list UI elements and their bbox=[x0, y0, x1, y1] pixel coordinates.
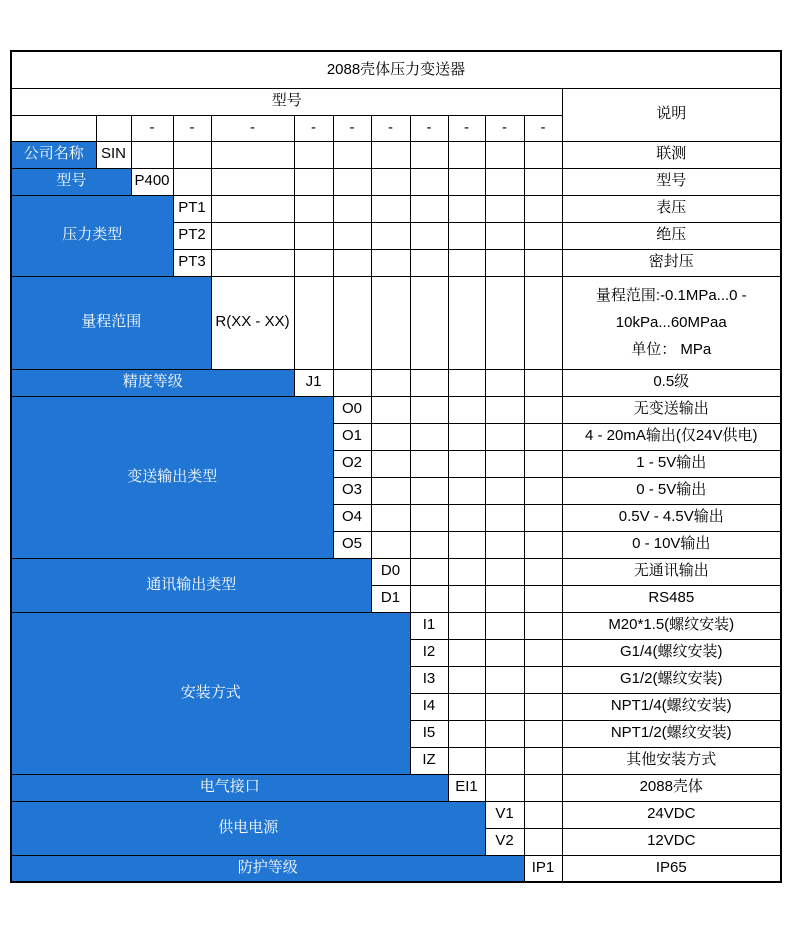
empty-cell bbox=[485, 195, 524, 222]
empty-cell bbox=[371, 168, 410, 195]
empty-cell bbox=[333, 369, 371, 396]
code-cell: V2 bbox=[485, 828, 524, 855]
desc-cell: 0.5V - 4.5V输出 bbox=[562, 504, 781, 531]
desc-cell: 0 - 10V输出 bbox=[562, 531, 781, 558]
empty-cell bbox=[524, 222, 562, 249]
empty-cell bbox=[333, 222, 371, 249]
model-header: 型号 bbox=[11, 88, 562, 115]
dash-cell: - bbox=[131, 115, 173, 141]
empty-cell bbox=[485, 531, 524, 558]
empty-cell bbox=[410, 423, 448, 450]
code-cell: D0 bbox=[371, 558, 410, 585]
empty-cell bbox=[448, 612, 485, 639]
empty-cell bbox=[524, 396, 562, 423]
code-cell: PT2 bbox=[173, 222, 211, 249]
empty-cell bbox=[448, 141, 485, 168]
empty-cell bbox=[11, 115, 96, 141]
empty-cell bbox=[371, 222, 410, 249]
empty-cell bbox=[410, 504, 448, 531]
dash-cell: - bbox=[410, 115, 448, 141]
code-cell: O0 bbox=[333, 396, 371, 423]
desc-cell: 密封压 bbox=[562, 249, 781, 276]
code-cell: V1 bbox=[485, 801, 524, 828]
empty-cell bbox=[524, 276, 562, 369]
empty-cell bbox=[371, 369, 410, 396]
section-label-comm-output: 通讯输出类型 bbox=[11, 558, 371, 612]
empty-cell bbox=[485, 504, 524, 531]
empty-cell bbox=[410, 168, 448, 195]
empty-cell bbox=[524, 639, 562, 666]
empty-cell bbox=[524, 423, 562, 450]
empty-cell bbox=[485, 720, 524, 747]
section-label-pressure-type: 压力类型 bbox=[11, 195, 173, 276]
empty-cell bbox=[524, 558, 562, 585]
empty-cell bbox=[448, 222, 485, 249]
empty-cell bbox=[448, 639, 485, 666]
empty-cell bbox=[410, 558, 448, 585]
empty-cell bbox=[524, 141, 562, 168]
code-cell: I1 bbox=[410, 612, 448, 639]
dash-cell: - bbox=[294, 115, 333, 141]
empty-cell bbox=[524, 531, 562, 558]
empty-cell bbox=[410, 450, 448, 477]
empty-cell bbox=[448, 504, 485, 531]
section-label-electrical-interface: 电气接口 bbox=[11, 774, 448, 801]
empty-cell bbox=[211, 141, 294, 168]
empty-cell bbox=[333, 141, 371, 168]
empty-cell bbox=[294, 222, 333, 249]
desc-cell: 12VDC bbox=[562, 828, 781, 855]
empty-cell bbox=[294, 195, 333, 222]
code-cell: IZ bbox=[410, 747, 448, 774]
section-label-protection-rating: 防护等级 bbox=[11, 855, 524, 882]
empty-cell bbox=[524, 747, 562, 774]
empty-cell bbox=[371, 276, 410, 369]
desc-cell: 0 - 5V输出 bbox=[562, 477, 781, 504]
empty-cell bbox=[524, 666, 562, 693]
empty-cell bbox=[410, 195, 448, 222]
empty-cell bbox=[410, 396, 448, 423]
empty-cell bbox=[96, 115, 131, 141]
empty-cell bbox=[448, 369, 485, 396]
dash-cell: - bbox=[485, 115, 524, 141]
code-cell: O1 bbox=[333, 423, 371, 450]
empty-cell bbox=[410, 477, 448, 504]
empty-cell bbox=[524, 720, 562, 747]
desc-cell bbox=[562, 276, 781, 369]
dash-cell: - bbox=[211, 115, 294, 141]
empty-cell bbox=[524, 477, 562, 504]
code-cell: J1 bbox=[294, 369, 333, 396]
desc-cell: 绝压 bbox=[562, 222, 781, 249]
empty-cell bbox=[448, 396, 485, 423]
empty-cell bbox=[371, 531, 410, 558]
empty-cell bbox=[410, 249, 448, 276]
dash-cell: - bbox=[448, 115, 485, 141]
empty-cell bbox=[410, 585, 448, 612]
empty-cell bbox=[524, 249, 562, 276]
section-label-output-type: 变送输出类型 bbox=[11, 396, 333, 558]
empty-cell bbox=[371, 423, 410, 450]
desc-cell: IP65 bbox=[562, 855, 781, 882]
empty-cell bbox=[448, 693, 485, 720]
empty-cell bbox=[410, 276, 448, 369]
empty-cell bbox=[524, 801, 562, 828]
desc-cell: NPT1/2(螺纹安装) bbox=[562, 720, 781, 747]
section-label-range: 量程范围 bbox=[11, 276, 211, 369]
code-cell: PT1 bbox=[173, 195, 211, 222]
empty-cell bbox=[410, 531, 448, 558]
empty-cell bbox=[371, 504, 410, 531]
empty-cell bbox=[333, 195, 371, 222]
empty-cell bbox=[524, 612, 562, 639]
desc-cell: 其他安装方式 bbox=[562, 747, 781, 774]
dash-cell: - bbox=[333, 115, 371, 141]
desc-cell: 联测 bbox=[562, 141, 781, 168]
empty-cell bbox=[211, 195, 294, 222]
empty-cell bbox=[173, 141, 211, 168]
empty-cell bbox=[448, 450, 485, 477]
code-cell: P400 bbox=[131, 168, 173, 195]
empty-cell bbox=[524, 828, 562, 855]
range-desc-line1: 量程范围:-0.1MPa...0 - bbox=[595, 287, 747, 304]
range-desc-line3: 单位： MPa bbox=[631, 341, 712, 358]
empty-cell bbox=[410, 222, 448, 249]
desc-cell: 4 - 20mA输出(仅24V供电) bbox=[562, 423, 781, 450]
code-cell: PT3 bbox=[173, 249, 211, 276]
empty-cell bbox=[485, 774, 524, 801]
desc-cell: 1 - 5V输出 bbox=[562, 450, 781, 477]
dash-cell: - bbox=[371, 115, 410, 141]
empty-cell bbox=[448, 168, 485, 195]
desc-cell: 0.5级 bbox=[562, 369, 781, 396]
empty-cell bbox=[211, 222, 294, 249]
desc-cell: 型号 bbox=[562, 168, 781, 195]
code-cell: I2 bbox=[410, 639, 448, 666]
code-cell: O4 bbox=[333, 504, 371, 531]
desc-cell: G1/2(螺纹安装) bbox=[562, 666, 781, 693]
empty-cell bbox=[131, 141, 173, 168]
desc-cell: 无通讯输出 bbox=[562, 558, 781, 585]
empty-cell bbox=[448, 249, 485, 276]
desc-cell: 表压 bbox=[562, 195, 781, 222]
code-cell: SIN bbox=[96, 141, 131, 168]
code-cell: I5 bbox=[410, 720, 448, 747]
code-cell: I3 bbox=[410, 666, 448, 693]
desc-cell: 无变送输出 bbox=[562, 396, 781, 423]
empty-cell bbox=[371, 249, 410, 276]
empty-cell bbox=[485, 168, 524, 195]
empty-cell bbox=[448, 558, 485, 585]
section-label-company: 公司名称 bbox=[11, 141, 96, 168]
empty-cell bbox=[485, 222, 524, 249]
code-cell: R(XX - XX) bbox=[211, 276, 294, 369]
empty-cell bbox=[485, 639, 524, 666]
empty-cell bbox=[524, 693, 562, 720]
desc-cell: G1/4(螺纹安装) bbox=[562, 639, 781, 666]
empty-cell bbox=[485, 747, 524, 774]
section-label-accuracy: 精度等级 bbox=[11, 369, 294, 396]
dash-cell: - bbox=[173, 115, 211, 141]
empty-cell bbox=[211, 249, 294, 276]
empty-cell bbox=[485, 249, 524, 276]
empty-cell bbox=[485, 693, 524, 720]
code-cell: EI1 bbox=[448, 774, 485, 801]
empty-cell bbox=[173, 168, 211, 195]
empty-cell bbox=[485, 396, 524, 423]
empty-cell bbox=[448, 423, 485, 450]
section-label-model: 型号 bbox=[11, 168, 131, 195]
empty-cell bbox=[371, 477, 410, 504]
code-cell: O5 bbox=[333, 531, 371, 558]
empty-cell bbox=[371, 396, 410, 423]
empty-cell bbox=[448, 747, 485, 774]
empty-cell bbox=[294, 168, 333, 195]
description-header: 说明 bbox=[562, 88, 781, 141]
code-cell: D1 bbox=[371, 585, 410, 612]
empty-cell bbox=[485, 141, 524, 168]
table-title: 2088壳体压力变送器 bbox=[11, 51, 781, 88]
empty-cell bbox=[485, 585, 524, 612]
empty-cell bbox=[333, 168, 371, 195]
empty-cell bbox=[410, 369, 448, 396]
empty-cell bbox=[485, 477, 524, 504]
empty-cell bbox=[333, 276, 371, 369]
empty-cell bbox=[333, 249, 371, 276]
empty-cell bbox=[294, 141, 333, 168]
empty-cell bbox=[371, 195, 410, 222]
empty-cell bbox=[211, 168, 294, 195]
empty-cell bbox=[485, 666, 524, 693]
empty-cell bbox=[485, 276, 524, 369]
empty-cell bbox=[524, 168, 562, 195]
desc-cell: RS485 bbox=[562, 585, 781, 612]
ordering-code-table bbox=[10, 50, 782, 883]
empty-cell bbox=[448, 195, 485, 222]
empty-cell bbox=[485, 612, 524, 639]
empty-cell bbox=[485, 423, 524, 450]
code-cell: I4 bbox=[410, 693, 448, 720]
empty-cell bbox=[448, 666, 485, 693]
empty-cell bbox=[524, 585, 562, 612]
spec-table bbox=[10, 50, 782, 883]
empty-cell bbox=[524, 504, 562, 531]
empty-cell bbox=[524, 774, 562, 801]
code-cell: O3 bbox=[333, 477, 371, 504]
range-desc-line2: 10kPa...60MPaa bbox=[615, 314, 727, 331]
empty-cell bbox=[371, 141, 410, 168]
empty-cell bbox=[524, 450, 562, 477]
desc-cell: 24VDC bbox=[562, 801, 781, 828]
empty-cell bbox=[371, 450, 410, 477]
desc-cell: NPT1/4(螺纹安装) bbox=[562, 693, 781, 720]
section-label-power-supply: 供电电源 bbox=[11, 801, 485, 855]
empty-cell bbox=[294, 249, 333, 276]
empty-cell bbox=[524, 369, 562, 396]
empty-cell bbox=[485, 450, 524, 477]
empty-cell bbox=[410, 141, 448, 168]
section-label-mounting: 安装方式 bbox=[11, 612, 410, 774]
code-cell: O2 bbox=[333, 450, 371, 477]
code-cell: IP1 bbox=[524, 855, 562, 882]
dash-cell: - bbox=[524, 115, 562, 141]
desc-cell: 2088壳体 bbox=[562, 774, 781, 801]
empty-cell bbox=[485, 558, 524, 585]
empty-cell bbox=[485, 369, 524, 396]
desc-cell: M20*1.5(螺纹安装) bbox=[562, 612, 781, 639]
empty-cell bbox=[524, 195, 562, 222]
empty-cell bbox=[448, 276, 485, 369]
empty-cell bbox=[294, 276, 333, 369]
empty-cell bbox=[448, 720, 485, 747]
empty-cell bbox=[448, 531, 485, 558]
empty-cell bbox=[448, 477, 485, 504]
empty-cell bbox=[448, 585, 485, 612]
